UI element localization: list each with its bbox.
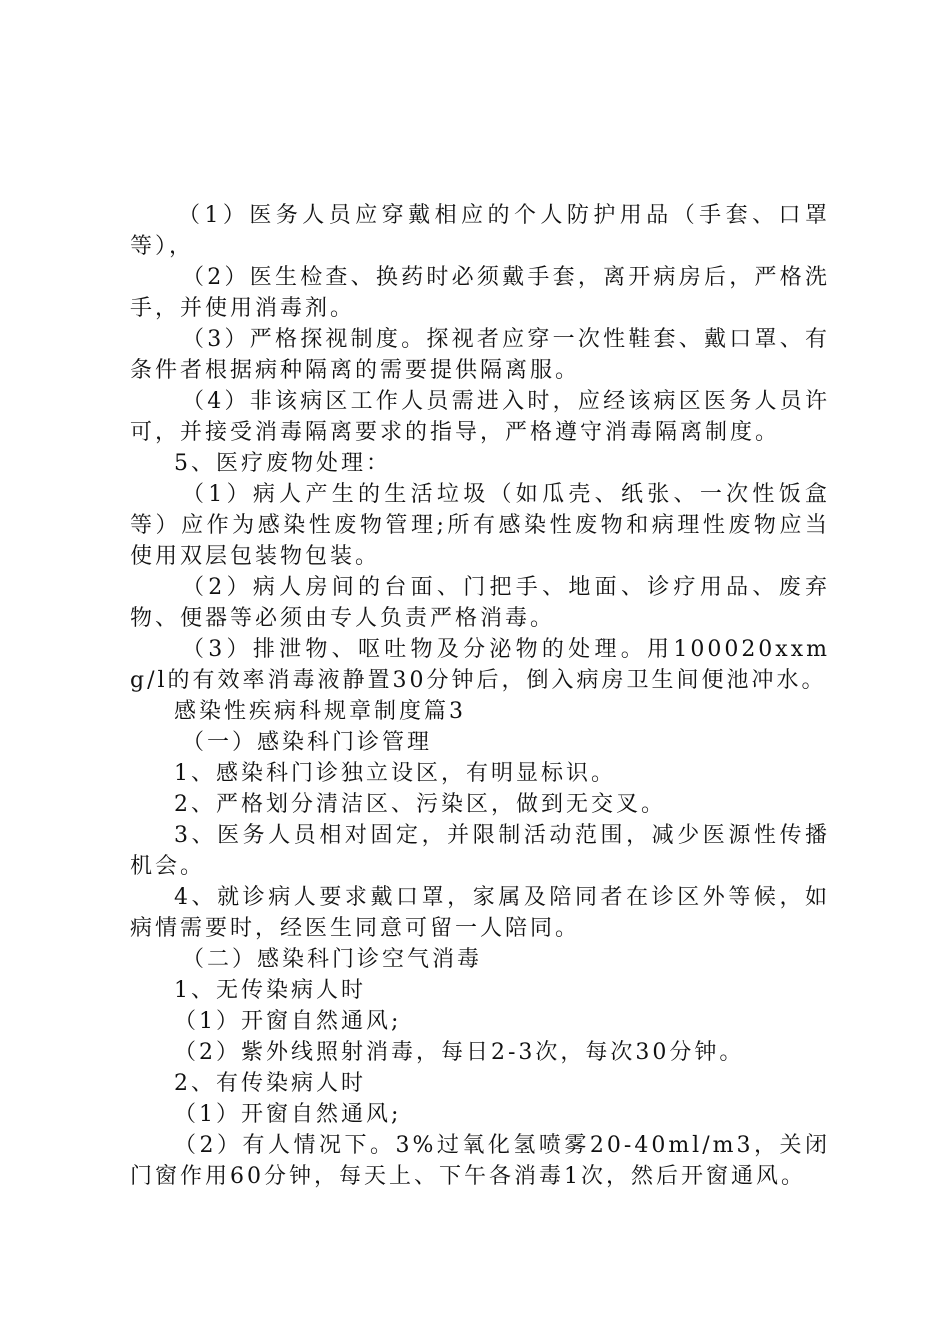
paragraph-excreta: （3）排泄物、呕吐物及分泌物的处理。用100020xxmg/l的有效率消毒液静置30分钟后，倒入病房卫生间便池冲水。 [130, 637, 830, 693]
paragraph-patient-mask: 4、就诊病人要求戴口罩，家属及陪同者在诊区外等候，如病情需要时，经医生同意可留一人陪同。 [130, 885, 830, 941]
paragraph-clinic-zone: 1、感染科门诊独立设区，有明显标识。 [174, 761, 616, 786]
section-title: 感染性疾病科规章制度篇3 [174, 699, 466, 724]
heading-air-disinfection: （二）感染科门诊空气消毒 [182, 947, 483, 972]
paragraph-zone-division: 2、严格划分清洁区、污染区，做到无交叉。 [174, 792, 666, 817]
heading-with-patient: 2、有传染病人时 [174, 1071, 366, 1096]
paragraph-household-waste: （1）病人产生的生活垃圾（如瓜壳、纸张、一次性饭盒等）应作为感染性废物管理;所有感染性废物和病理性废物应当使用双层包装物包装。 [130, 482, 830, 569]
paragraph-ventilation-2: （1）开窗自然通风; [174, 1102, 402, 1127]
document-body [130, 200, 830, 1192]
heading-medical-waste: 5、医疗废物处理： [174, 451, 391, 476]
paragraph-non-staff: （4）非该病区工作人员需进入时，应经该病区医务人员许可，并接受消毒隔离要求的指导，严格遵守消毒隔离制度。 [130, 389, 830, 445]
paragraph-staff-fixed: 3、医务人员相对固定，并限制活动范围，减少医源性传播机会。 [130, 823, 830, 879]
paragraph-gloves: （2）医生检查、换药时必须戴手套，离开病房后，严格洗手，并使用消毒剂。 [130, 265, 830, 321]
heading-no-patient: 1、无传染病人时 [174, 978, 366, 1003]
paragraph-room-disinfection: （2）病人房间的台面、门把手、地面、诊疗用品、废弃物、便器等必须由专人负责严格消毒。 [130, 575, 830, 631]
heading-clinic-management: （一）感染科门诊管理 [182, 730, 433, 755]
paragraph-ppe: （1）医务人员应穿戴相应的个人防护用品（手套、口罩等）， [130, 203, 830, 259]
paragraph-visiting: （3）严格探视制度。探视者应穿一次性鞋套、戴口罩、有条件者根据病种隔离的需要提供隔离服。 [130, 327, 830, 383]
paragraph-ventilation-1: （1）开窗自然通风; [174, 1009, 402, 1034]
paragraph-peroxide: （2）有人情况下。3%过氧化氢喷雾20-40ml/m3，关闭门窗作用60分钟，每天上、下午各消毒1次，然后开窗通风。 [130, 1133, 830, 1189]
paragraph-uv: （2）紫外线照射消毒，每日2-3次，每次30分钟。 [174, 1040, 745, 1065]
